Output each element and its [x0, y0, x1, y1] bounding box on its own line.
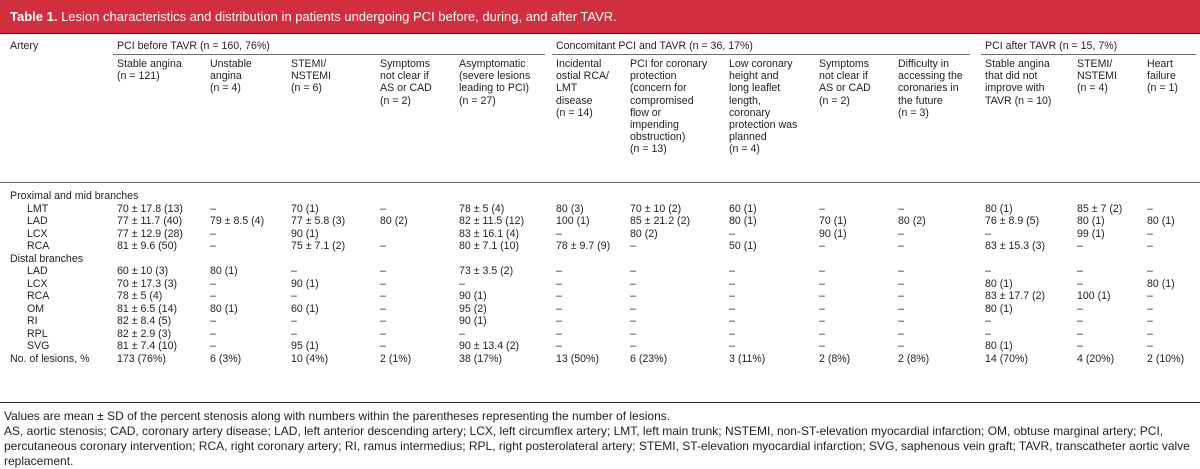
- table-cell: –: [729, 340, 735, 352]
- totals-cell: 173 (76%): [117, 352, 166, 365]
- table-cell: 82 ± 2.9 (3): [117, 327, 172, 340]
- table-cell: 90 (1): [459, 315, 487, 327]
- column-header-line: Heart: [1147, 58, 1173, 70]
- column-header-line: TAVR (n = 10): [985, 94, 1052, 107]
- table-cell: –: [380, 302, 386, 315]
- group-rule-before: [113, 54, 545, 55]
- row-artery-label: OM: [27, 302, 45, 315]
- table-cell: 77 ± 12.9 (28): [117, 227, 183, 240]
- table-cell: 80 (1): [729, 215, 757, 227]
- footnote-line: percutaneous coronary intervention; RCA, right coronary artery; RI, ramus intermedius; RPL, right posterolateral artery; STEMI, ST-elevation myocardial infarction; SVG, saphenous vein graft; TAVR, transcatheter aortic valve: [4, 439, 1190, 453]
- table-cell: 70 ± 10 (2): [630, 202, 682, 215]
- table-cell: –: [819, 290, 825, 302]
- row-artery-label: RCA: [27, 290, 50, 302]
- column-header-line: (n = 3): [898, 106, 929, 119]
- table-cell: 60 (1): [291, 302, 319, 315]
- table-cell: –: [459, 277, 465, 290]
- table-cell: 81 ± 9.6 (50): [117, 240, 177, 252]
- table-title-text: Lesion characteristics and distribution in patients undergoing PCI before, during, and after TAVR.: [61, 9, 617, 24]
- column-header-line: protection was: [729, 119, 798, 131]
- table-cell: 82 ± 8.4 (5): [117, 315, 172, 327]
- table-cell: –: [630, 290, 636, 302]
- column-header-line: failure: [1147, 70, 1176, 83]
- column-header-line: (severe lesions: [459, 70, 531, 83]
- table-cell: –: [291, 290, 297, 302]
- table-cell: –: [630, 240, 636, 252]
- table-cell: –: [210, 202, 216, 215]
- totals-cell: 2 (10%): [1147, 352, 1185, 365]
- column-header-line: (n = 6): [291, 82, 322, 95]
- table-cell: 83 ± 17.7 (2): [985, 290, 1045, 302]
- table-cell: –: [1147, 202, 1153, 215]
- column-header-line: not clear if: [380, 70, 429, 83]
- table-cell: –: [380, 290, 386, 302]
- table-cell: 90 (1): [459, 290, 487, 302]
- column-header-line: AS or CAD: [380, 82, 432, 95]
- table-cell: –: [898, 302, 904, 315]
- table-cell: –: [819, 340, 825, 352]
- section-label: Proximal and mid branches: [10, 190, 139, 202]
- column-header-line: disease: [556, 94, 593, 107]
- totals-cell: 10 (4%): [291, 352, 329, 365]
- table-cell: –: [556, 340, 562, 352]
- table-cell: –: [898, 227, 904, 240]
- column-header-line: NSTEMI: [291, 70, 332, 83]
- table-cell: –: [291, 265, 297, 277]
- row-artery-label: RPL: [27, 327, 48, 340]
- table-cell: 80 (3): [556, 202, 584, 215]
- top-rule: [0, 33, 1200, 34]
- table-cell: –: [1147, 227, 1153, 240]
- totals-cell: 6 (3%): [210, 352, 242, 365]
- table-cell: 95 (2): [459, 302, 487, 315]
- table-cell: 77 ± 5.8 (3): [291, 215, 346, 227]
- table-cell: –: [380, 265, 386, 277]
- footnote-line: replacement.: [4, 454, 74, 468]
- table-cell: 70 (1): [291, 202, 319, 215]
- table-cell: 79 ± 8.5 (4): [210, 215, 265, 227]
- row-artery-label: RCA: [27, 240, 50, 252]
- table-cell: –: [819, 302, 825, 315]
- table-cell: –: [630, 315, 636, 327]
- table-cell: 70 ± 17.8 (13): [117, 202, 183, 215]
- column-header-line: flow or: [630, 106, 662, 119]
- column-header-line: length,: [729, 94, 761, 107]
- table-title: [0, 0, 1200, 34]
- totals-cell: 2 (8%): [898, 352, 930, 365]
- table-cell: –: [380, 240, 386, 252]
- table-cell: 78 ± 9.7 (9): [556, 240, 611, 252]
- table-cell: –: [898, 240, 904, 252]
- table-cell: –: [1147, 315, 1153, 327]
- column-header-line: (concern for: [630, 82, 687, 95]
- table-cell: –: [898, 327, 904, 340]
- table-cell: 95 (1): [291, 340, 319, 352]
- column-header-line: accessing the: [898, 70, 963, 83]
- table-cell: –: [630, 302, 636, 315]
- table-cell: –: [380, 277, 386, 290]
- artery-column-header: Artery: [10, 40, 39, 52]
- row-artery-label: LAD: [27, 215, 48, 227]
- column-header-line: (n = 2): [819, 94, 850, 107]
- table-cell: –: [380, 315, 386, 327]
- group-header-concomitant: Concomitant PCI and TAVR (n = 36, 17%): [556, 40, 753, 52]
- table-cell: 78 ± 5 (4): [117, 290, 163, 302]
- table-cell: –: [729, 290, 735, 302]
- column-header-line: (n = 14): [556, 106, 593, 119]
- table-cell: –: [985, 327, 991, 340]
- table-cell: 80 (1): [985, 202, 1013, 215]
- table-cell: 82 ± 11.5 (12): [459, 215, 525, 227]
- totals-label: No. of lesions, %: [10, 352, 90, 365]
- row-artery-label: LCX: [27, 227, 48, 240]
- table-cell: –: [556, 315, 562, 327]
- table-cell: –: [898, 277, 904, 290]
- column-header-line: coronary: [729, 106, 771, 119]
- column-header-line: (n = 121): [117, 70, 160, 83]
- column-header-line: long leaflet: [729, 82, 781, 95]
- table-cell: 80 (1): [210, 302, 238, 315]
- column-header-line: STEMI/: [291, 58, 327, 70]
- table-cell: –: [1147, 340, 1153, 352]
- table-cell: 80 (1): [985, 302, 1013, 315]
- table-cell: –: [729, 277, 735, 290]
- table-cell: –: [1077, 240, 1083, 252]
- totals-cell: 6 (23%): [630, 352, 668, 365]
- totals-cell: 14 (70%): [985, 352, 1028, 365]
- table-cell: –: [729, 315, 735, 327]
- row-artery-label: LCX: [27, 277, 48, 290]
- table-cell: –: [630, 265, 636, 277]
- column-header-line: (n = 1): [1147, 82, 1178, 95]
- column-header-line: planned: [729, 131, 767, 144]
- table-cell: –: [819, 240, 825, 252]
- column-header-line: coronaries in: [898, 82, 959, 95]
- totals-cell: 13 (50%): [556, 352, 599, 365]
- table-cell: 75 ± 7.1 (2): [291, 240, 346, 252]
- table-cell: 100 (1): [556, 215, 590, 227]
- table-cell: –: [1147, 240, 1153, 252]
- table-cell: –: [985, 227, 991, 240]
- table-cell: –: [459, 327, 465, 340]
- column-header-line: Symptoms: [819, 58, 870, 70]
- column-header-line: STEMI/: [1077, 58, 1113, 70]
- table-cell: 80 (2): [380, 215, 408, 227]
- table-cell: –: [210, 227, 216, 240]
- row-artery-label: LAD: [27, 265, 48, 277]
- totals-cell: 2 (8%): [819, 352, 851, 365]
- totals-cell: 2 (1%): [380, 352, 412, 365]
- column-header-line: AS or CAD: [819, 82, 871, 95]
- table-cell: –: [1077, 340, 1083, 352]
- table-cell: –: [1077, 327, 1083, 340]
- column-header-line: PCI for coronary: [630, 58, 708, 70]
- totals-cell: 38 (17%): [459, 352, 502, 365]
- table-cell: –: [630, 327, 636, 340]
- column-header-line: Low coronary: [729, 58, 793, 70]
- table-cell: –: [819, 315, 825, 327]
- table-cell: –: [898, 290, 904, 302]
- column-header-line: (n = 4): [1077, 82, 1108, 95]
- table-cell: –: [210, 290, 216, 302]
- table-cell: 85 ± 21.2 (2): [630, 215, 690, 227]
- table-label: Table 1.: [10, 9, 58, 24]
- table-cell: 80 (1): [985, 277, 1013, 290]
- column-header-line: Incidental: [556, 58, 602, 70]
- table-cell: 60 ± 10 (3): [117, 265, 169, 277]
- table-cell: –: [210, 315, 216, 327]
- column-header-line: NSTEMI: [1077, 70, 1118, 83]
- totals-cell: 4 (20%): [1077, 352, 1115, 365]
- table-cell: 76 ± 8.9 (5): [985, 215, 1040, 227]
- table-cell: 80 (2): [898, 215, 926, 227]
- column-header-line: leading to PCI): [459, 82, 530, 95]
- table-cell: –: [898, 315, 904, 327]
- table-cell: –: [1147, 302, 1153, 315]
- table-cell: –: [985, 265, 991, 277]
- table-cell: 80 (1): [985, 340, 1013, 352]
- table-cell: –: [729, 227, 735, 240]
- table-cell: –: [1077, 265, 1083, 277]
- column-header-line: protection: [630, 70, 677, 83]
- table-cell: 80 ± 7.1 (10): [459, 240, 519, 252]
- column-header-line: compromised: [630, 94, 694, 107]
- table-cell: 80 (1): [1147, 215, 1175, 227]
- column-header-line: height and: [729, 70, 779, 83]
- table-cell: –: [380, 327, 386, 340]
- row-artery-label: SVG: [27, 340, 50, 352]
- table-cell: –: [819, 265, 825, 277]
- header-bottom-rule: [0, 182, 1200, 183]
- table-cell: 50 (1): [729, 240, 757, 252]
- table-cell: –: [210, 327, 216, 340]
- table-cell: 90 (1): [819, 227, 847, 240]
- table-cell: 99 (1): [1077, 227, 1105, 240]
- table-cell: –: [729, 327, 735, 340]
- column-header-line: obstruction): [630, 131, 686, 144]
- table-cell: 80 (1): [1077, 215, 1105, 227]
- table-cell: –: [380, 202, 386, 215]
- table-cell: –: [985, 315, 991, 327]
- table-cell: 80 (2): [630, 227, 658, 240]
- table-cell: 81 ± 7.4 (10): [117, 340, 177, 352]
- table-cell: –: [556, 265, 562, 277]
- table-cell: 90 ± 13.4 (2): [459, 340, 519, 352]
- table-cell: 73 ± 3.5 (2): [459, 265, 514, 277]
- column-header-line: (n = 4): [210, 82, 241, 95]
- column-header-line: Stable angina: [117, 58, 182, 70]
- column-header-line: Stable angina: [985, 58, 1050, 70]
- table-cell: –: [898, 202, 904, 215]
- column-header-line: improve with: [985, 82, 1045, 95]
- table-cell: –: [1147, 265, 1153, 277]
- table-bottom-rule: [0, 402, 1200, 403]
- group-header-before: PCI before TAVR (n = 160, 76%): [117, 40, 270, 52]
- table-cell: –: [1077, 302, 1083, 315]
- footnote-line: AS, aortic stenosis; CAD, coronary artery disease; LAD, left anterior descending artery; LCX, left circumflex artery; LMT, left main trunk; NSTEMI, non-ST-elevation myocardial infarction; OM, obtuse marginal artery; PCI,: [4, 424, 1164, 438]
- table-cell: –: [819, 202, 825, 215]
- group-rule-after: [981, 54, 1196, 55]
- row-artery-label: LMT: [27, 202, 49, 215]
- column-header-line: Unstable: [210, 58, 252, 70]
- table-cell: –: [556, 327, 562, 340]
- table-cell: 83 ± 16.1 (4): [459, 227, 519, 240]
- table-cell: –: [556, 277, 562, 290]
- table-cell: –: [898, 265, 904, 277]
- table-cell: 85 ± 7 (2): [1077, 202, 1123, 215]
- table-cell: –: [1077, 315, 1083, 327]
- table-cell: –: [630, 277, 636, 290]
- table-cell: –: [210, 340, 216, 352]
- table-cell: 78 ± 5 (4): [459, 202, 505, 215]
- table-cell: –: [210, 240, 216, 252]
- table-cell: –: [819, 277, 825, 290]
- row-artery-label: RI: [27, 315, 38, 327]
- column-header-line: (n = 4): [729, 143, 760, 156]
- column-header-line: (n = 27): [459, 94, 496, 107]
- column-header-line: impending: [630, 119, 679, 131]
- column-header-line: LMT: [556, 82, 578, 95]
- table-cell: 100 (1): [1077, 290, 1111, 302]
- table-cell: –: [898, 340, 904, 352]
- column-header-line: (n = 13): [630, 143, 667, 156]
- table-cell: –: [380, 340, 386, 352]
- table-cell: 90 (1): [291, 227, 319, 240]
- table-cell: 80 (1): [1147, 277, 1175, 290]
- table-cell: 80 (1): [210, 265, 238, 277]
- footnote-line: Values are mean ± SD of the percent stenosis along with numbers within the parentheses representing the number of lesions.: [4, 409, 671, 423]
- table-cell: –: [729, 302, 735, 315]
- table-cell: –: [291, 327, 297, 340]
- table-cell: 81 ± 6.5 (14): [117, 302, 177, 315]
- table-cell: –: [1077, 277, 1083, 290]
- column-header-line: Difficulty in: [898, 58, 950, 70]
- column-header-line: not clear if: [819, 70, 868, 83]
- section-label: Distal branches: [10, 252, 84, 265]
- group-header-after: PCI after TAVR (n = 15, 7%): [985, 40, 1118, 52]
- table-cell: –: [1147, 327, 1153, 340]
- table-cell: –: [556, 302, 562, 315]
- table-cell: 70 (1): [819, 215, 847, 227]
- column-header-line: Asymptomatic: [459, 58, 526, 70]
- column-header-line: (n = 2): [380, 94, 411, 107]
- column-header-line: Symptoms: [380, 58, 431, 70]
- table-cell: –: [291, 315, 297, 327]
- table-cell: –: [210, 277, 216, 290]
- table-cell: 90 (1): [291, 277, 319, 290]
- table-cell: –: [819, 327, 825, 340]
- table-cell: –: [556, 290, 562, 302]
- column-header-line: ostial RCA/: [556, 70, 609, 83]
- totals-cell: 3 (11%): [729, 352, 766, 365]
- table-cell: –: [630, 340, 636, 352]
- table-cell: 70 ± 17.3 (3): [117, 277, 177, 290]
- table-cell: 77 ± 11.7 (40): [117, 215, 183, 227]
- group-rule-concomitant: [552, 54, 970, 55]
- column-header-line: the future: [898, 94, 943, 107]
- table-cell: 83 ± 15.3 (3): [985, 240, 1045, 252]
- column-header-line: angina: [210, 70, 242, 83]
- column-header-line: that did not: [985, 70, 1038, 83]
- table-cell: 60 (1): [729, 202, 757, 215]
- table-cell: –: [1147, 290, 1153, 302]
- table-cell: –: [729, 265, 735, 277]
- table-cell: –: [556, 227, 562, 240]
